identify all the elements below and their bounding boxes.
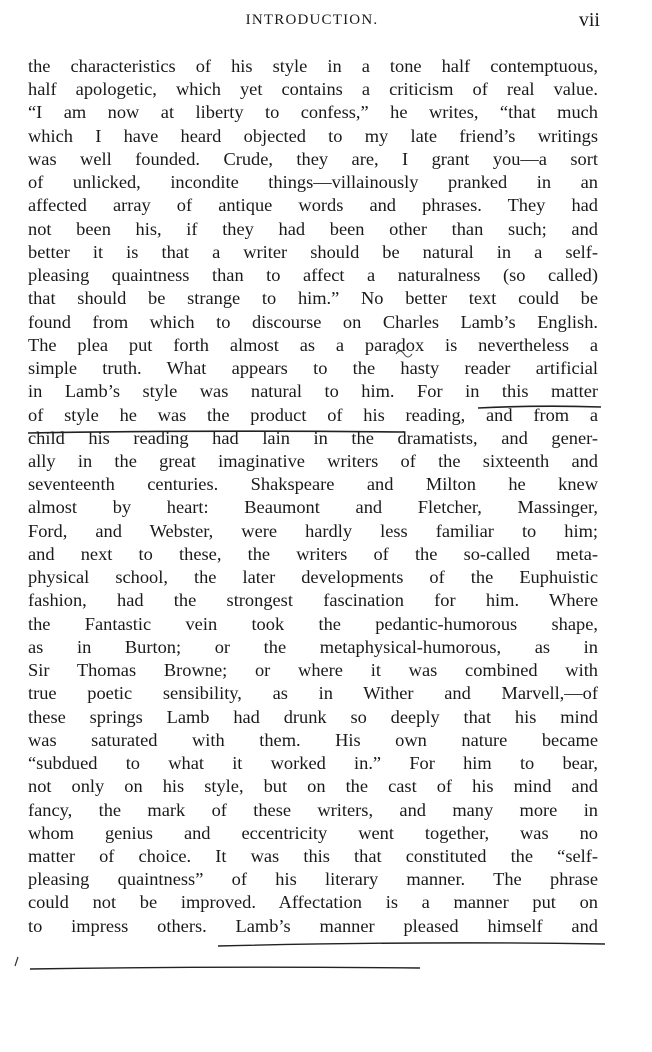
- text-line: fashion, had the strongest fascination for him. Where: [28, 590, 598, 611]
- underline-mark: [218, 943, 605, 946]
- text-line: not only on his style, but on the cast of his mind and: [28, 776, 598, 797]
- page-number: vii: [578, 9, 600, 31]
- text-line: of unlicked, incondite things—villainously pranked in an: [28, 172, 598, 193]
- text-line: not been his, if they had been other than such; and: [28, 218, 598, 239]
- text-line: “I am now at liberty to confess,” he writes, “that much: [28, 102, 598, 123]
- body-text: [28, 55, 598, 938]
- text-line: to impress others. Lamb’s manner pleased himself and: [28, 915, 598, 936]
- text-line: was well founded. Crude, they are, I grant you—a sort: [28, 148, 598, 169]
- text-line: Ford, and Webster, were hardly less familiar to him;: [28, 520, 598, 541]
- text-line: of style he was the product of his reading, and from a: [28, 404, 598, 425]
- text-line: the Fantastic vein took the pedantic-humorous shape,: [28, 613, 598, 634]
- text-line: fancy, the mark of these writers, and many more in: [28, 799, 598, 820]
- text-line: The plea put forth almost as a paradox is nevertheless a: [28, 334, 598, 355]
- text-line: better it is that a writer should be natural in a self-: [28, 241, 598, 262]
- text-line: that should be strange to him.” No better text could be: [28, 288, 598, 309]
- running-head: [24, 10, 600, 34]
- text-line: which I have heard objected to my late friend’s writings: [28, 125, 598, 146]
- text-line: ally in the great imaginative writers of the sixteenth and: [28, 450, 598, 471]
- text-line: almost by heart: Beaumont and Fletcher, Massinger,: [28, 497, 598, 518]
- text-line: found from which to discourse on Charles Lamb’s English.: [28, 311, 598, 332]
- text-line: true poetic sensibility, as in Wither and Marvell,—of: [28, 683, 598, 704]
- text-line: pleasing quaintness” of his literary manner. The phrase: [28, 869, 598, 890]
- text-line: was saturated with them. His own nature became: [28, 729, 598, 750]
- text-line: the characteristics of his style in a tone half contemptuous,: [28, 56, 598, 76]
- running-title: INTRODUCTION.: [245, 12, 379, 28]
- text-line: half apologetic, which yet contains a criticism of real value.: [28, 79, 598, 100]
- text-line: could not be improved. Affectation is a manner put on: [28, 892, 598, 913]
- text-line: physical school, the later developments of the Euphuistic: [28, 567, 598, 588]
- text-line: as in Burton; or the metaphysical-humorous, as in: [28, 636, 598, 657]
- text-line: in Lamb’s style was natural to him. For in this matter: [28, 381, 598, 402]
- text-line: pleasing quaintness than to affect a naturalness (so called): [28, 265, 598, 286]
- margin-tick-mark: [15, 957, 18, 966]
- underline-mark: [30, 967, 420, 969]
- text-line: and next to these, the writers of the so-called meta-: [28, 543, 598, 564]
- text-line: seventeenth centuries. Shakspeare and Milton he knew: [28, 474, 598, 495]
- text-line: Sir Thomas Browne; or where it was combined with: [28, 660, 598, 681]
- text-line: whom genius and eccentricity went together, was no: [28, 822, 598, 843]
- text-line: child his reading had lain in the dramatists, and gener-: [28, 427, 598, 448]
- text-line: “subdued to what it worked in.” For him to bear,: [28, 753, 598, 774]
- text-line: simple truth. What appears to the hasty reader artificial: [28, 358, 598, 379]
- text-line: these springs Lamb had drunk so deeply that his mind: [28, 706, 598, 727]
- text-line: affected array of antique words and phrases. They had: [28, 195, 598, 216]
- text-line: matter of choice. It was this that constituted the “self-: [28, 845, 598, 866]
